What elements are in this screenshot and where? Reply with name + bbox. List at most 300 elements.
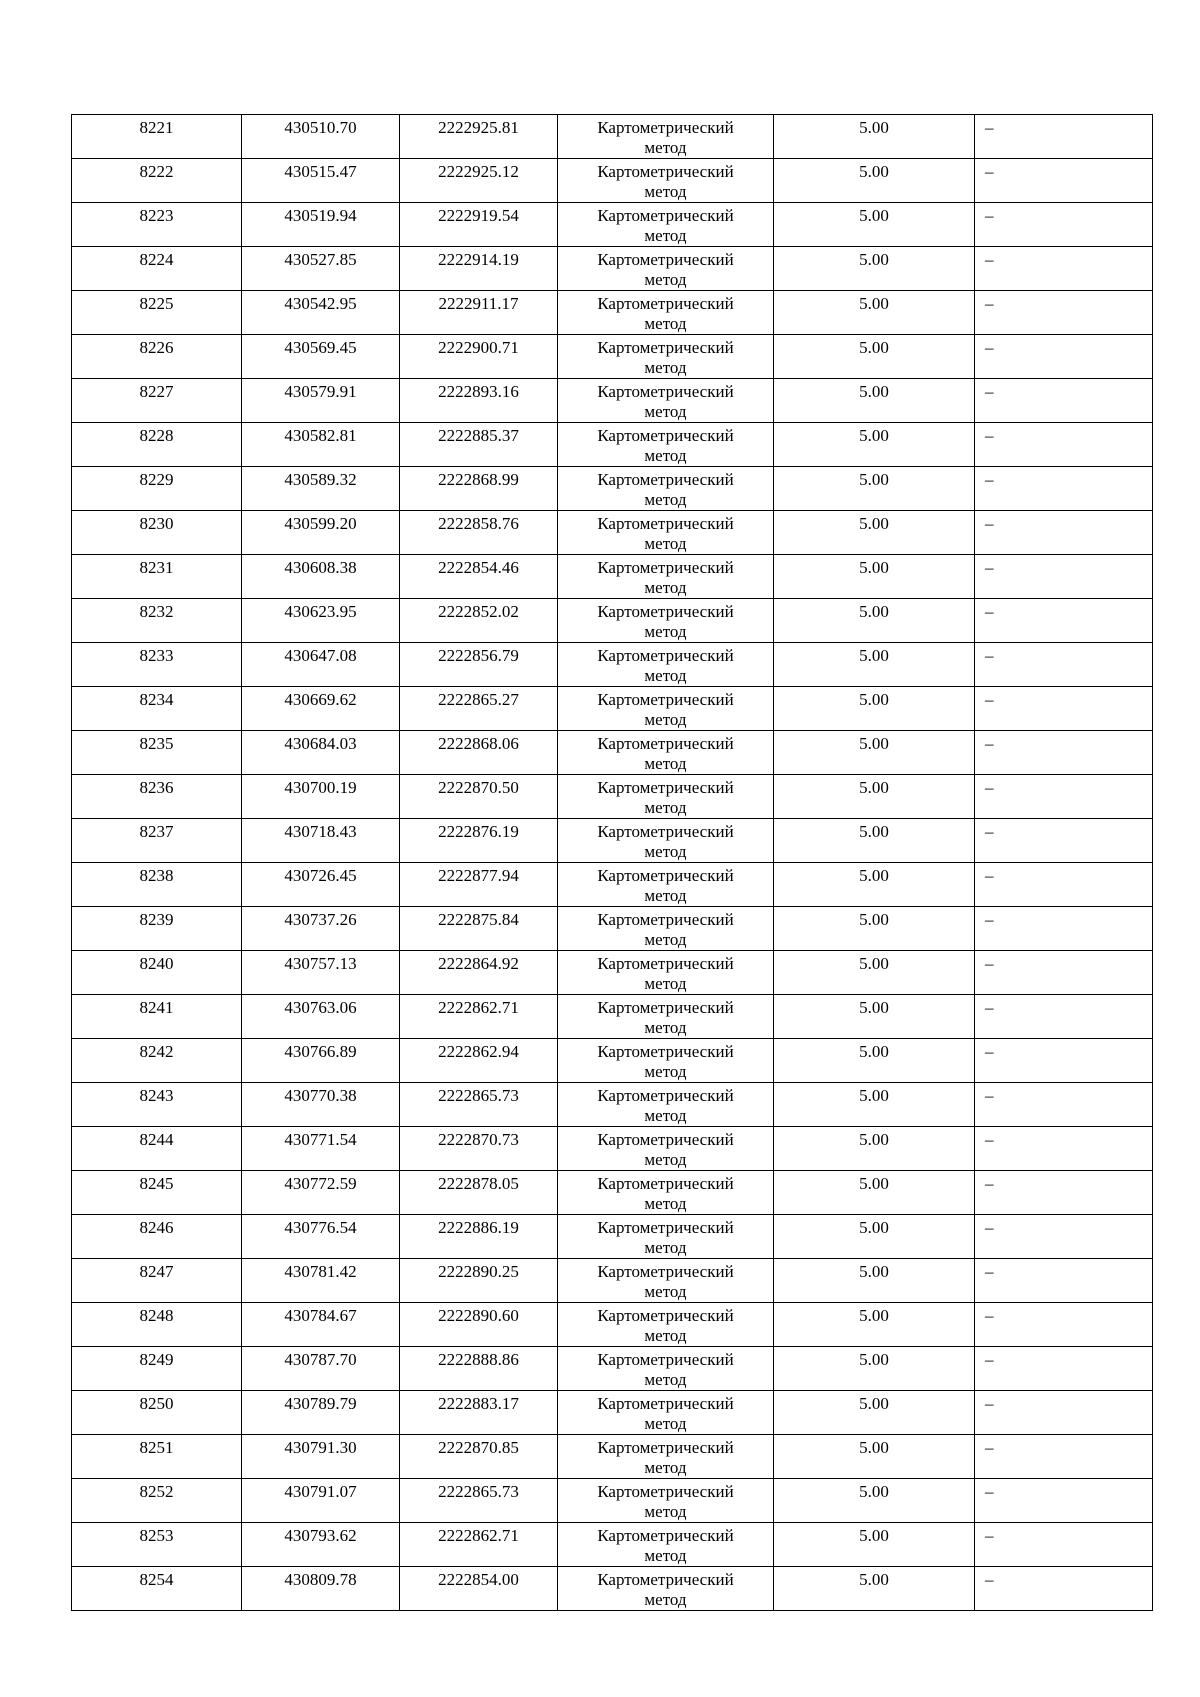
point-number-cell — [72, 379, 242, 423]
point-number-cell — [72, 247, 242, 291]
table-row — [72, 995, 1153, 1039]
method-line-2: метод — [644, 1458, 687, 1477]
table-row — [72, 1039, 1153, 1083]
y-coordinate-text: 2222865.73 — [438, 1482, 519, 1501]
note-text: – — [985, 822, 994, 841]
note-cell — [975, 1435, 1153, 1479]
point-number-cell — [72, 863, 242, 907]
accuracy-text: 5.00 — [859, 206, 889, 225]
y-coordinate-cell — [400, 995, 558, 1039]
method-cell — [558, 1567, 774, 1611]
point-number-text: 8235 — [139, 734, 174, 753]
accuracy-text: 5.00 — [859, 866, 889, 885]
y-coordinate-cell — [400, 1303, 558, 1347]
y-coordinate-text: 2222854.46 — [438, 558, 519, 577]
x-coordinate-cell — [242, 159, 400, 203]
note-cell — [975, 1523, 1153, 1567]
x-coordinate-text: 430737.26 — [284, 910, 357, 929]
y-coordinate-text: 2222864.92 — [438, 954, 519, 973]
point-number-cell — [72, 1303, 242, 1347]
y-coordinate-cell — [400, 247, 558, 291]
note-text: – — [985, 426, 994, 445]
method-text — [558, 731, 773, 774]
note-text: – — [985, 294, 994, 313]
method-text — [558, 423, 773, 466]
y-coordinate-cell — [400, 775, 558, 819]
accuracy-cell — [774, 995, 975, 1039]
method-line-2: метод — [644, 226, 687, 245]
method-text — [558, 599, 773, 642]
x-coordinate-cell — [242, 1479, 400, 1523]
y-coordinate-text: 2222862.71 — [438, 1526, 519, 1545]
y-coordinate-text: 2222886.19 — [438, 1218, 519, 1237]
x-coordinate-text: 430510.70 — [284, 118, 357, 137]
table-row — [72, 1171, 1153, 1215]
point-number-text: 8222 — [139, 162, 174, 181]
method-line-1: Картометрический — [597, 250, 734, 269]
method-line-1: Картометрический — [597, 602, 734, 621]
accuracy-cell — [774, 159, 975, 203]
method-line-1: Картометрический — [597, 734, 734, 753]
method-line-2: метод — [644, 1018, 687, 1037]
x-coordinate-text: 430527.85 — [284, 250, 357, 269]
method-line-2: метод — [644, 930, 687, 949]
y-coordinate-cell — [400, 1259, 558, 1303]
table-row — [72, 555, 1153, 599]
y-coordinate-text: 2222856.79 — [438, 646, 519, 665]
accuracy-cell — [774, 643, 975, 687]
table-row — [72, 159, 1153, 203]
y-coordinate-cell — [400, 423, 558, 467]
x-coordinate-text: 430784.67 — [284, 1306, 357, 1325]
accuracy-text: 5.00 — [859, 1086, 889, 1105]
method-line-2: метод — [644, 138, 687, 157]
point-number-cell — [72, 1039, 242, 1083]
point-number-cell — [72, 203, 242, 247]
y-coordinate-cell — [400, 1567, 558, 1611]
point-number-cell — [72, 1215, 242, 1259]
note-cell — [975, 687, 1153, 731]
point-number-cell — [72, 599, 242, 643]
x-coordinate-cell — [242, 1127, 400, 1171]
note-cell — [975, 819, 1153, 863]
point-number-text: 8221 — [139, 118, 174, 137]
x-coordinate-text: 430647.08 — [284, 646, 357, 665]
note-cell — [975, 1347, 1153, 1391]
y-coordinate-cell — [400, 819, 558, 863]
method-line-2: метод — [644, 1590, 687, 1609]
method-line-2: метод — [644, 1502, 687, 1521]
point-number-text: 8245 — [139, 1174, 174, 1193]
y-coordinate-cell — [400, 467, 558, 511]
point-number-cell — [72, 1567, 242, 1611]
method-text — [558, 335, 773, 378]
note-text: – — [985, 1174, 994, 1193]
method-line-2: метод — [644, 1282, 687, 1301]
x-coordinate-text: 430582.81 — [284, 426, 357, 445]
table-row — [72, 1127, 1153, 1171]
x-coordinate-text: 430684.03 — [284, 734, 357, 753]
method-text — [558, 995, 773, 1038]
table-row — [72, 1303, 1153, 1347]
x-coordinate-text: 430791.07 — [284, 1482, 357, 1501]
x-coordinate-cell — [242, 1039, 400, 1083]
x-coordinate-text: 430669.62 — [284, 690, 357, 709]
accuracy-text: 5.00 — [859, 338, 889, 357]
note-text: – — [985, 1482, 994, 1501]
method-cell — [558, 1083, 774, 1127]
method-text — [558, 1523, 773, 1566]
method-line-1: Картометрический — [597, 866, 734, 885]
method-cell — [558, 1391, 774, 1435]
note-text: – — [985, 1218, 994, 1237]
x-coordinate-cell — [242, 907, 400, 951]
x-coordinate-cell — [242, 379, 400, 423]
note-cell — [975, 775, 1153, 819]
y-coordinate-text: 2222914.19 — [438, 250, 519, 269]
accuracy-cell — [774, 511, 975, 555]
y-coordinate-text: 2222893.16 — [438, 382, 519, 401]
point-number-cell — [72, 1083, 242, 1127]
note-text: – — [985, 998, 994, 1017]
point-number-cell — [72, 1523, 242, 1567]
method-line-1: Картометрический — [597, 206, 734, 225]
y-coordinate-text: 2222865.27 — [438, 690, 519, 709]
y-coordinate-cell — [400, 1171, 558, 1215]
accuracy-cell — [774, 1215, 975, 1259]
method-line-2: метод — [644, 1106, 687, 1125]
table-row — [72, 1259, 1153, 1303]
note-text: – — [985, 1526, 994, 1545]
point-number-cell — [72, 1479, 242, 1523]
point-number-text: 8244 — [139, 1130, 174, 1149]
y-coordinate-cell — [400, 1391, 558, 1435]
method-cell — [558, 1127, 774, 1171]
table-row — [72, 1523, 1153, 1567]
point-number-cell — [72, 467, 242, 511]
note-cell — [975, 379, 1153, 423]
point-number-text: 8243 — [139, 1086, 174, 1105]
note-cell — [975, 643, 1153, 687]
note-text: – — [985, 1086, 994, 1105]
method-text — [558, 687, 773, 730]
accuracy-text: 5.00 — [859, 382, 889, 401]
table-row — [72, 291, 1153, 335]
point-number-text: 8228 — [139, 426, 174, 445]
accuracy-text: 5.00 — [859, 602, 889, 621]
y-coordinate-cell — [400, 1127, 558, 1171]
y-coordinate-cell — [400, 863, 558, 907]
y-coordinate-cell — [400, 1039, 558, 1083]
method-line-2: метод — [644, 1546, 687, 1565]
method-line-1: Картометрический — [597, 778, 734, 797]
x-coordinate-cell — [242, 951, 400, 995]
method-line-2: метод — [644, 270, 687, 289]
note-text: – — [985, 338, 994, 357]
method-line-2: метод — [644, 754, 687, 773]
note-cell — [975, 1259, 1153, 1303]
point-number-cell — [72, 643, 242, 687]
note-text: – — [985, 470, 994, 489]
method-line-2: метод — [644, 182, 687, 201]
method-line-2: метод — [644, 710, 687, 729]
note-text: – — [985, 1130, 994, 1149]
x-coordinate-text: 430766.89 — [284, 1042, 357, 1061]
method-line-1: Картометрический — [597, 1350, 734, 1369]
y-coordinate-text: 2222862.71 — [438, 998, 519, 1017]
method-line-1: Картометрический — [597, 1174, 734, 1193]
note-text: – — [985, 1306, 994, 1325]
point-number-cell — [72, 1347, 242, 1391]
point-number-cell — [72, 555, 242, 599]
point-number-text: 8236 — [139, 778, 174, 797]
accuracy-text: 5.00 — [859, 426, 889, 445]
note-cell — [975, 951, 1153, 995]
method-line-1: Картометрический — [597, 382, 734, 401]
point-number-cell — [72, 951, 242, 995]
x-coordinate-cell — [242, 1259, 400, 1303]
point-number-text: 8241 — [139, 998, 174, 1017]
table-row — [72, 775, 1153, 819]
method-line-1: Картометрический — [597, 1306, 734, 1325]
method-cell — [558, 643, 774, 687]
x-coordinate-text: 430599.20 — [284, 514, 357, 533]
method-text — [558, 643, 773, 686]
method-text — [558, 511, 773, 554]
table-row — [72, 731, 1153, 775]
y-coordinate-cell — [400, 159, 558, 203]
y-coordinate-text: 2222870.73 — [438, 1130, 519, 1149]
y-coordinate-text: 2222862.94 — [438, 1042, 519, 1061]
point-number-cell — [72, 511, 242, 555]
note-cell — [975, 1127, 1153, 1171]
x-coordinate-cell — [242, 1347, 400, 1391]
method-cell — [558, 555, 774, 599]
x-coordinate-cell — [242, 599, 400, 643]
accuracy-text: 5.00 — [859, 1306, 889, 1325]
note-text: – — [985, 1350, 994, 1369]
note-text: – — [985, 1262, 994, 1281]
accuracy-cell — [774, 775, 975, 819]
x-coordinate-text: 430700.19 — [284, 778, 357, 797]
note-cell — [975, 1215, 1153, 1259]
method-cell — [558, 995, 774, 1039]
method-line-1: Картометрический — [597, 338, 734, 357]
method-line-1: Картометрический — [597, 1482, 734, 1501]
y-coordinate-text: 2222854.00 — [438, 1570, 519, 1589]
note-cell — [975, 1083, 1153, 1127]
method-cell — [558, 1435, 774, 1479]
y-coordinate-cell — [400, 1215, 558, 1259]
x-coordinate-cell — [242, 687, 400, 731]
method-line-2: метод — [644, 534, 687, 553]
method-line-1: Картометрический — [597, 646, 734, 665]
point-number-text: 8225 — [139, 294, 174, 313]
accuracy-cell — [774, 687, 975, 731]
note-cell — [975, 247, 1153, 291]
table-row — [72, 1347, 1153, 1391]
method-line-1: Картометрический — [597, 426, 734, 445]
accuracy-text: 5.00 — [859, 1042, 889, 1061]
y-coordinate-text: 2222885.37 — [438, 426, 519, 445]
method-text — [558, 1435, 773, 1478]
note-text: – — [985, 910, 994, 929]
accuracy-text: 5.00 — [859, 1570, 889, 1589]
x-coordinate-cell — [242, 731, 400, 775]
note-text: – — [985, 778, 994, 797]
method-line-2: метод — [644, 974, 687, 993]
note-cell — [975, 335, 1153, 379]
point-number-cell — [72, 423, 242, 467]
accuracy-cell — [774, 291, 975, 335]
point-number-cell — [72, 995, 242, 1039]
y-coordinate-cell — [400, 687, 558, 731]
point-number-text: 8250 — [139, 1394, 174, 1413]
method-cell — [558, 291, 774, 335]
method-text — [558, 1567, 773, 1610]
method-text — [558, 907, 773, 950]
method-line-2: метод — [644, 358, 687, 377]
x-coordinate-text: 430791.30 — [284, 1438, 357, 1457]
method-cell — [558, 687, 774, 731]
y-coordinate-cell — [400, 335, 558, 379]
point-number-text: 8237 — [139, 822, 174, 841]
method-line-1: Картометрический — [597, 1086, 734, 1105]
method-line-1: Картометрический — [597, 690, 734, 709]
method-cell — [558, 467, 774, 511]
x-coordinate-text: 430515.47 — [284, 162, 357, 181]
y-coordinate-cell — [400, 115, 558, 159]
method-cell — [558, 1171, 774, 1215]
x-coordinate-text: 430579.91 — [284, 382, 357, 401]
accuracy-cell — [774, 467, 975, 511]
method-line-1: Картометрический — [597, 558, 734, 577]
note-text: – — [985, 206, 994, 225]
accuracy-text: 5.00 — [859, 954, 889, 973]
method-cell — [558, 1039, 774, 1083]
x-coordinate-text: 430726.45 — [284, 866, 357, 885]
y-coordinate-cell — [400, 1347, 558, 1391]
accuracy-text: 5.00 — [859, 910, 889, 929]
accuracy-cell — [774, 863, 975, 907]
point-number-text: 8252 — [139, 1482, 174, 1501]
y-coordinate-text: 2222911.17 — [438, 294, 519, 313]
x-coordinate-cell — [242, 1391, 400, 1435]
x-coordinate-text: 430776.54 — [284, 1218, 357, 1237]
table-row — [72, 1435, 1153, 1479]
y-coordinate-text: 2222925.81 — [438, 118, 519, 137]
table-row — [72, 643, 1153, 687]
table-row — [72, 115, 1153, 159]
y-coordinate-cell — [400, 731, 558, 775]
point-number-cell — [72, 775, 242, 819]
x-coordinate-cell — [242, 555, 400, 599]
method-line-1: Картометрический — [597, 1438, 734, 1457]
note-text: – — [985, 1394, 994, 1413]
method-line-1: Картометрический — [597, 1218, 734, 1237]
point-number-text: 8248 — [139, 1306, 174, 1325]
point-number-cell — [72, 335, 242, 379]
y-coordinate-text: 2222870.50 — [438, 778, 519, 797]
method-line-1: Картометрический — [597, 118, 734, 137]
method-text — [558, 203, 773, 246]
note-text: – — [985, 118, 994, 137]
accuracy-cell — [774, 247, 975, 291]
accuracy-text: 5.00 — [859, 470, 889, 489]
point-number-text: 8251 — [139, 1438, 174, 1457]
accuracy-text: 5.00 — [859, 690, 889, 709]
x-coordinate-cell — [242, 115, 400, 159]
point-number-cell — [72, 819, 242, 863]
method-text — [558, 1303, 773, 1346]
y-coordinate-text: 2222876.19 — [438, 822, 519, 841]
y-coordinate-cell — [400, 1435, 558, 1479]
method-cell — [558, 775, 774, 819]
method-line-2: метод — [644, 490, 687, 509]
x-coordinate-text: 430718.43 — [284, 822, 357, 841]
note-cell — [975, 203, 1153, 247]
method-text — [558, 1215, 773, 1258]
y-coordinate-text: 2222900.71 — [438, 338, 519, 357]
accuracy-cell — [774, 599, 975, 643]
method-line-2: метод — [644, 1414, 687, 1433]
point-number-text: 8223 — [139, 206, 174, 225]
method-text — [558, 1171, 773, 1214]
coordinates-table — [71, 114, 1153, 1611]
method-line-2: метод — [644, 578, 687, 597]
method-text — [558, 1083, 773, 1126]
note-text: – — [985, 382, 994, 401]
method-cell — [558, 1479, 774, 1523]
method-line-2: метод — [644, 1062, 687, 1081]
note-cell — [975, 1039, 1153, 1083]
x-coordinate-cell — [242, 643, 400, 687]
method-line-2: метод — [644, 666, 687, 685]
method-line-1: Картометрический — [597, 1042, 734, 1061]
y-coordinate-text: 2222890.25 — [438, 1262, 519, 1281]
y-coordinate-cell — [400, 907, 558, 951]
method-line-1: Картометрический — [597, 954, 734, 973]
x-coordinate-cell — [242, 1303, 400, 1347]
x-coordinate-cell — [242, 423, 400, 467]
table-row — [72, 247, 1153, 291]
method-text — [558, 1347, 773, 1390]
accuracy-text: 5.00 — [859, 1438, 889, 1457]
accuracy-text: 5.00 — [859, 1218, 889, 1237]
note-cell — [975, 291, 1153, 335]
accuracy-cell — [774, 379, 975, 423]
x-coordinate-text: 430519.94 — [284, 206, 357, 225]
method-cell — [558, 1347, 774, 1391]
method-line-2: метод — [644, 1326, 687, 1345]
point-number-text: 8239 — [139, 910, 174, 929]
x-coordinate-cell — [242, 335, 400, 379]
accuracy-cell — [774, 1171, 975, 1215]
method-cell — [558, 335, 774, 379]
point-number-text: 8246 — [139, 1218, 174, 1237]
method-text — [558, 1259, 773, 1302]
note-text: – — [985, 558, 994, 577]
method-cell — [558, 1259, 774, 1303]
point-number-text: 8249 — [139, 1350, 174, 1369]
accuracy-text: 5.00 — [859, 162, 889, 181]
y-coordinate-text: 2222925.12 — [438, 162, 519, 181]
x-coordinate-text: 430770.38 — [284, 1086, 357, 1105]
method-text — [558, 1039, 773, 1082]
y-coordinate-cell — [400, 511, 558, 555]
accuracy-text: 5.00 — [859, 1526, 889, 1545]
x-coordinate-text: 430781.42 — [284, 1262, 357, 1281]
